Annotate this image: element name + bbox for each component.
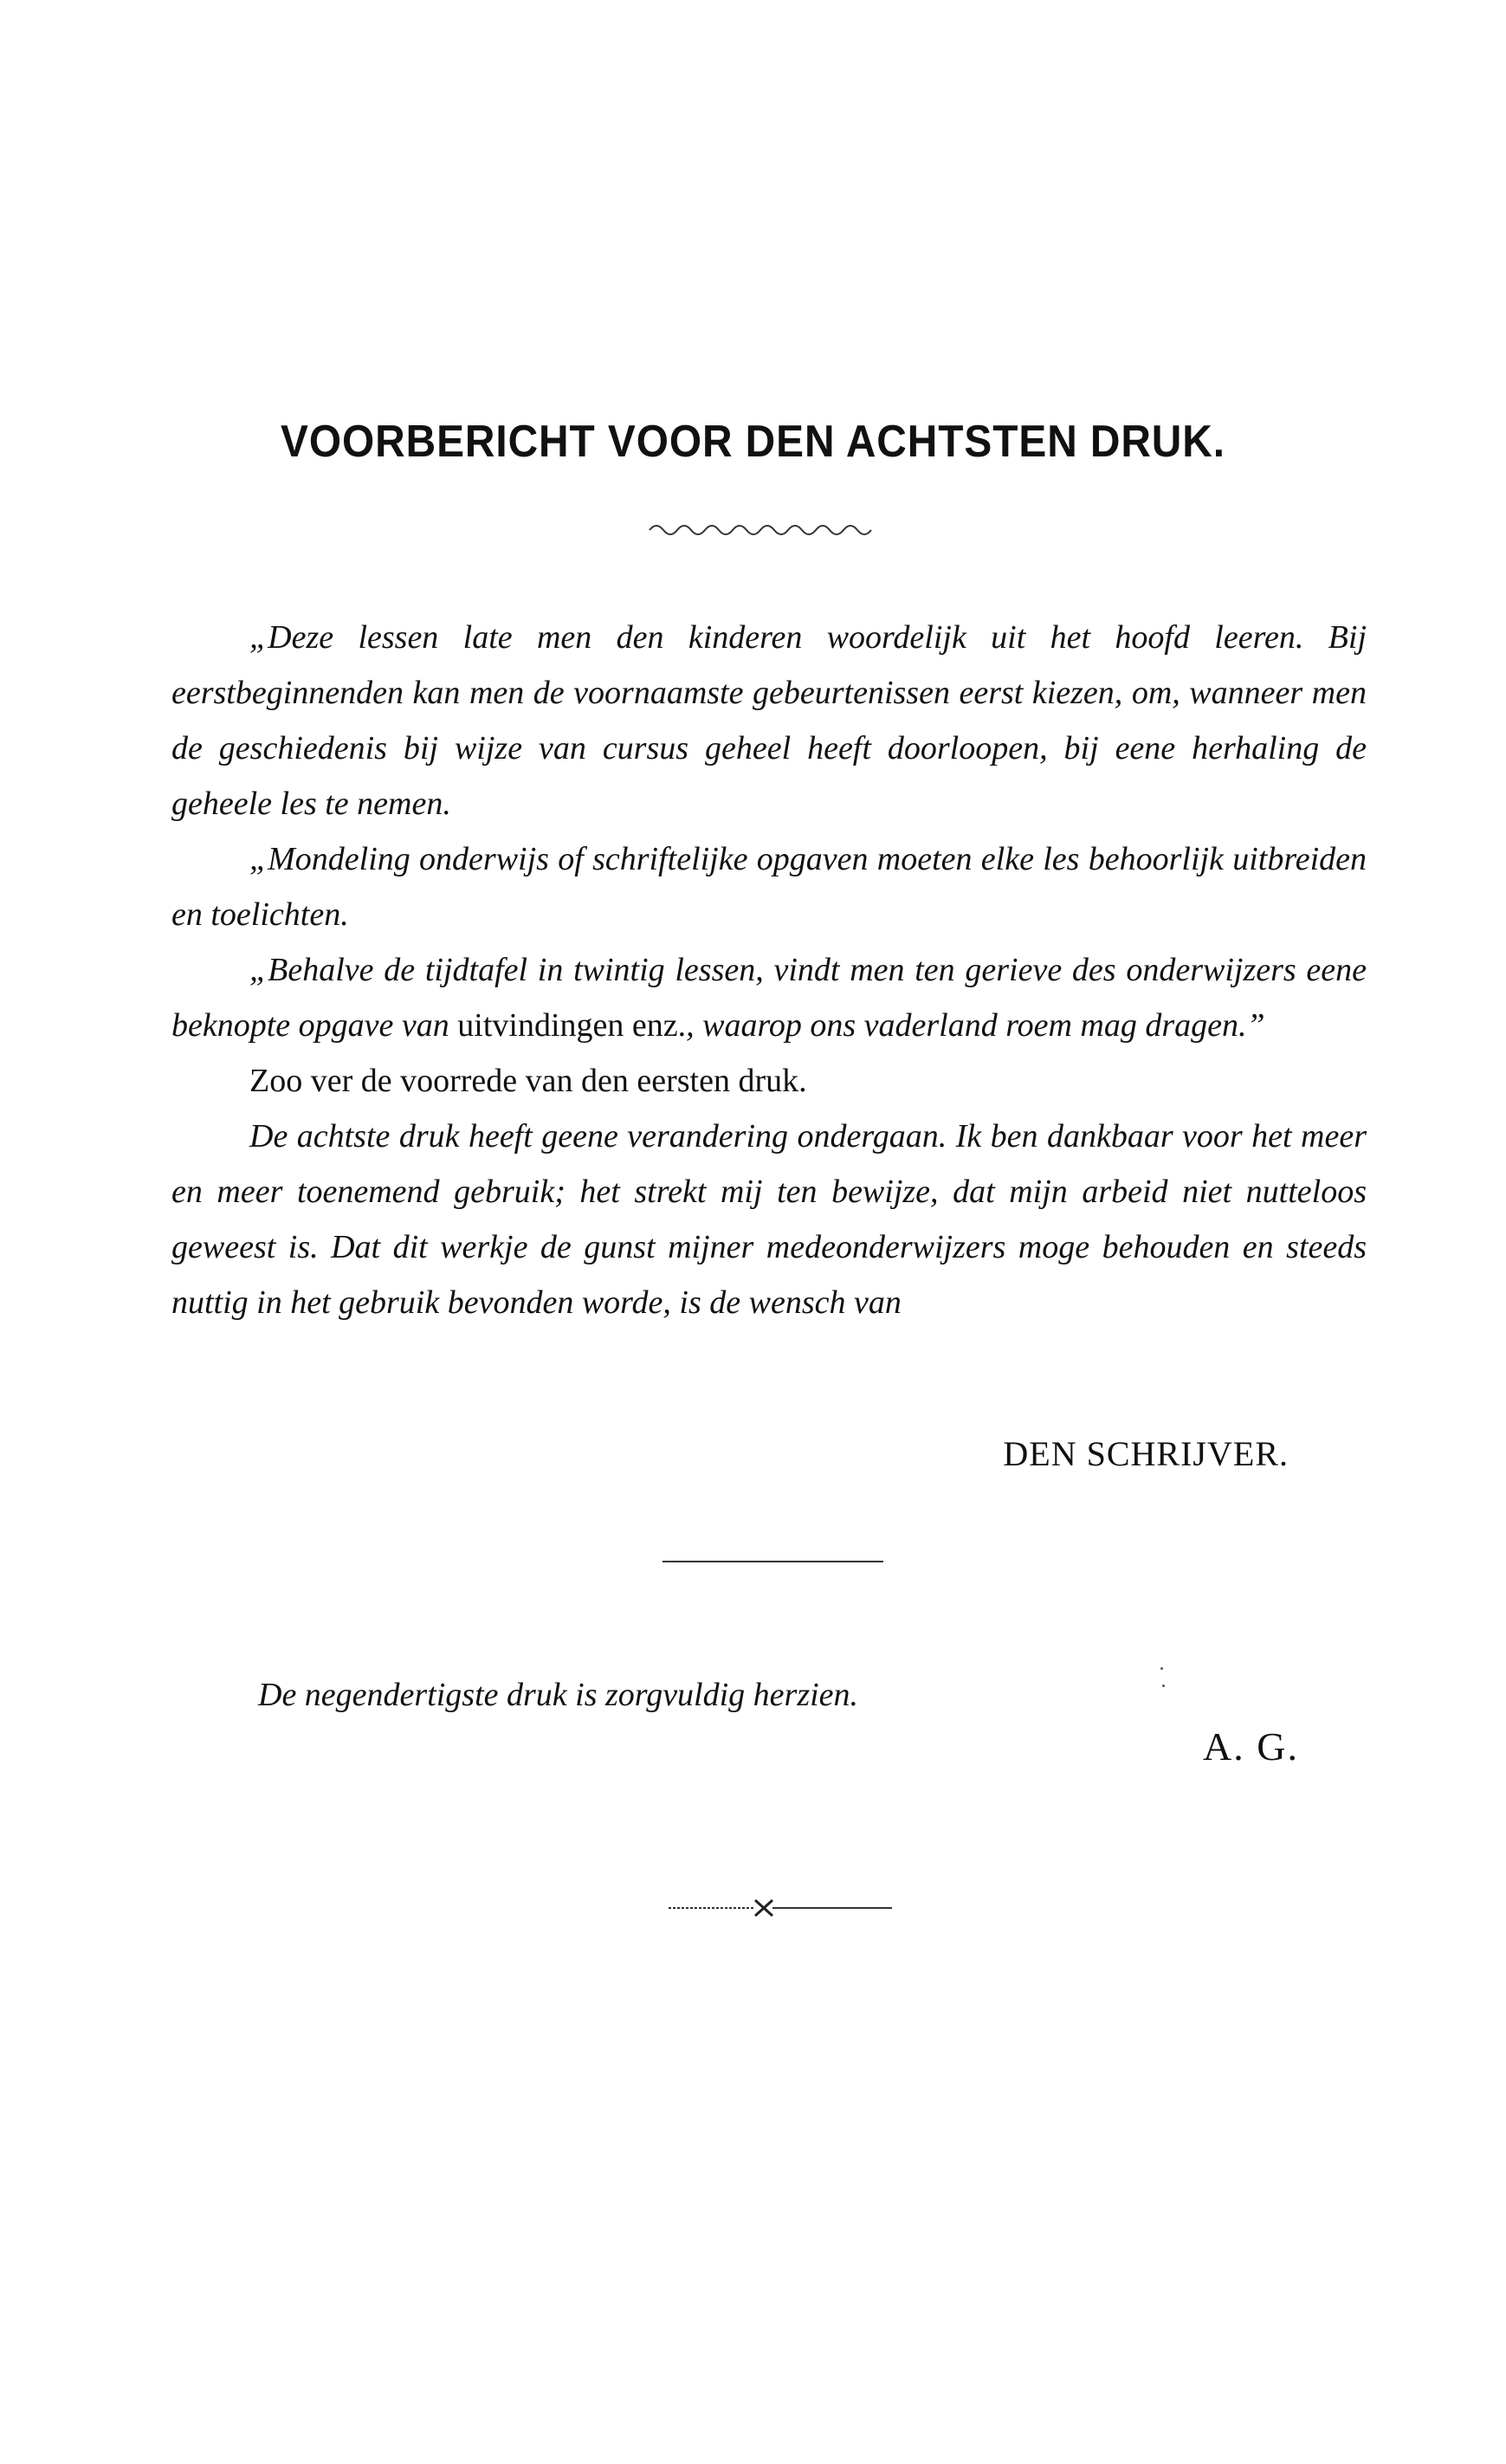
paragraph-quote-3 xyxy=(171,942,1367,1053)
divider-rule xyxy=(663,1561,883,1562)
quote-3-part-a: „Behalve de tijdtafel in twintig lessen, vindt men ten gerieve des onderwijzers eene beknopte opgave van xyxy=(171,952,1367,1044)
paragraph-quote-2: „Mondeling onderwijs of schriftelijke opgaven moeten elke les behoorlijk uitbreiden en toelichten. xyxy=(171,841,1367,933)
author-signature: DEN SCHRIJVER. xyxy=(1003,1434,1289,1473)
print-speck xyxy=(1160,1667,1163,1670)
page-title: VOORBERICHT VOOR DEN ACHTSTEN DRUK. xyxy=(281,417,1225,467)
quote-3-part-b: uitvindingen enz. xyxy=(457,1007,687,1044)
preface-text xyxy=(171,610,1367,1330)
paragraph-eighth-edition: De achtste druk heeft geene verandering ondergaan. Ik ben dankbaar voor het meer en meer toenemend gebruik; het strekt mij ten bewijze, dat mijn arbeid niet nutteloos geweest is. Dat dit werkje de gunst mijner medeonderwijzers moge behouden en steeds nuttig in het gebruik bevonden worde, is de wensch van xyxy=(171,1118,1367,1321)
print-speck xyxy=(1162,1685,1165,1687)
revision-note: De negendertigste druk is zorgvuldig herzien. xyxy=(258,1677,859,1713)
quote-1-opening: „Deze lessen late men den kinderen woordelijk uit het hoofd leeren. xyxy=(249,619,1304,656)
quote-3-part-c: , waarop ons vaderland roem mag dragen.” xyxy=(686,1007,1265,1044)
paragraph-quote-1 xyxy=(171,610,1367,831)
wave-ornament-icon xyxy=(648,518,873,539)
cross-ornament-icon xyxy=(669,1895,892,1921)
paragraph-first-edition-note: Zoo ver de voorrede van den eersten druk. xyxy=(249,1063,807,1099)
quote-1-continuation: Bij eerstbeginnenden kan men de voornaamste gebeurtenissen eerst kiezen, om, wanneer men de geschiedenis bij wijze van cursus geheel heeft doorloopen, bij eene herhaling de geheele les te nemen. xyxy=(171,619,1367,822)
editor-initials: A. G. xyxy=(1203,1724,1299,1769)
